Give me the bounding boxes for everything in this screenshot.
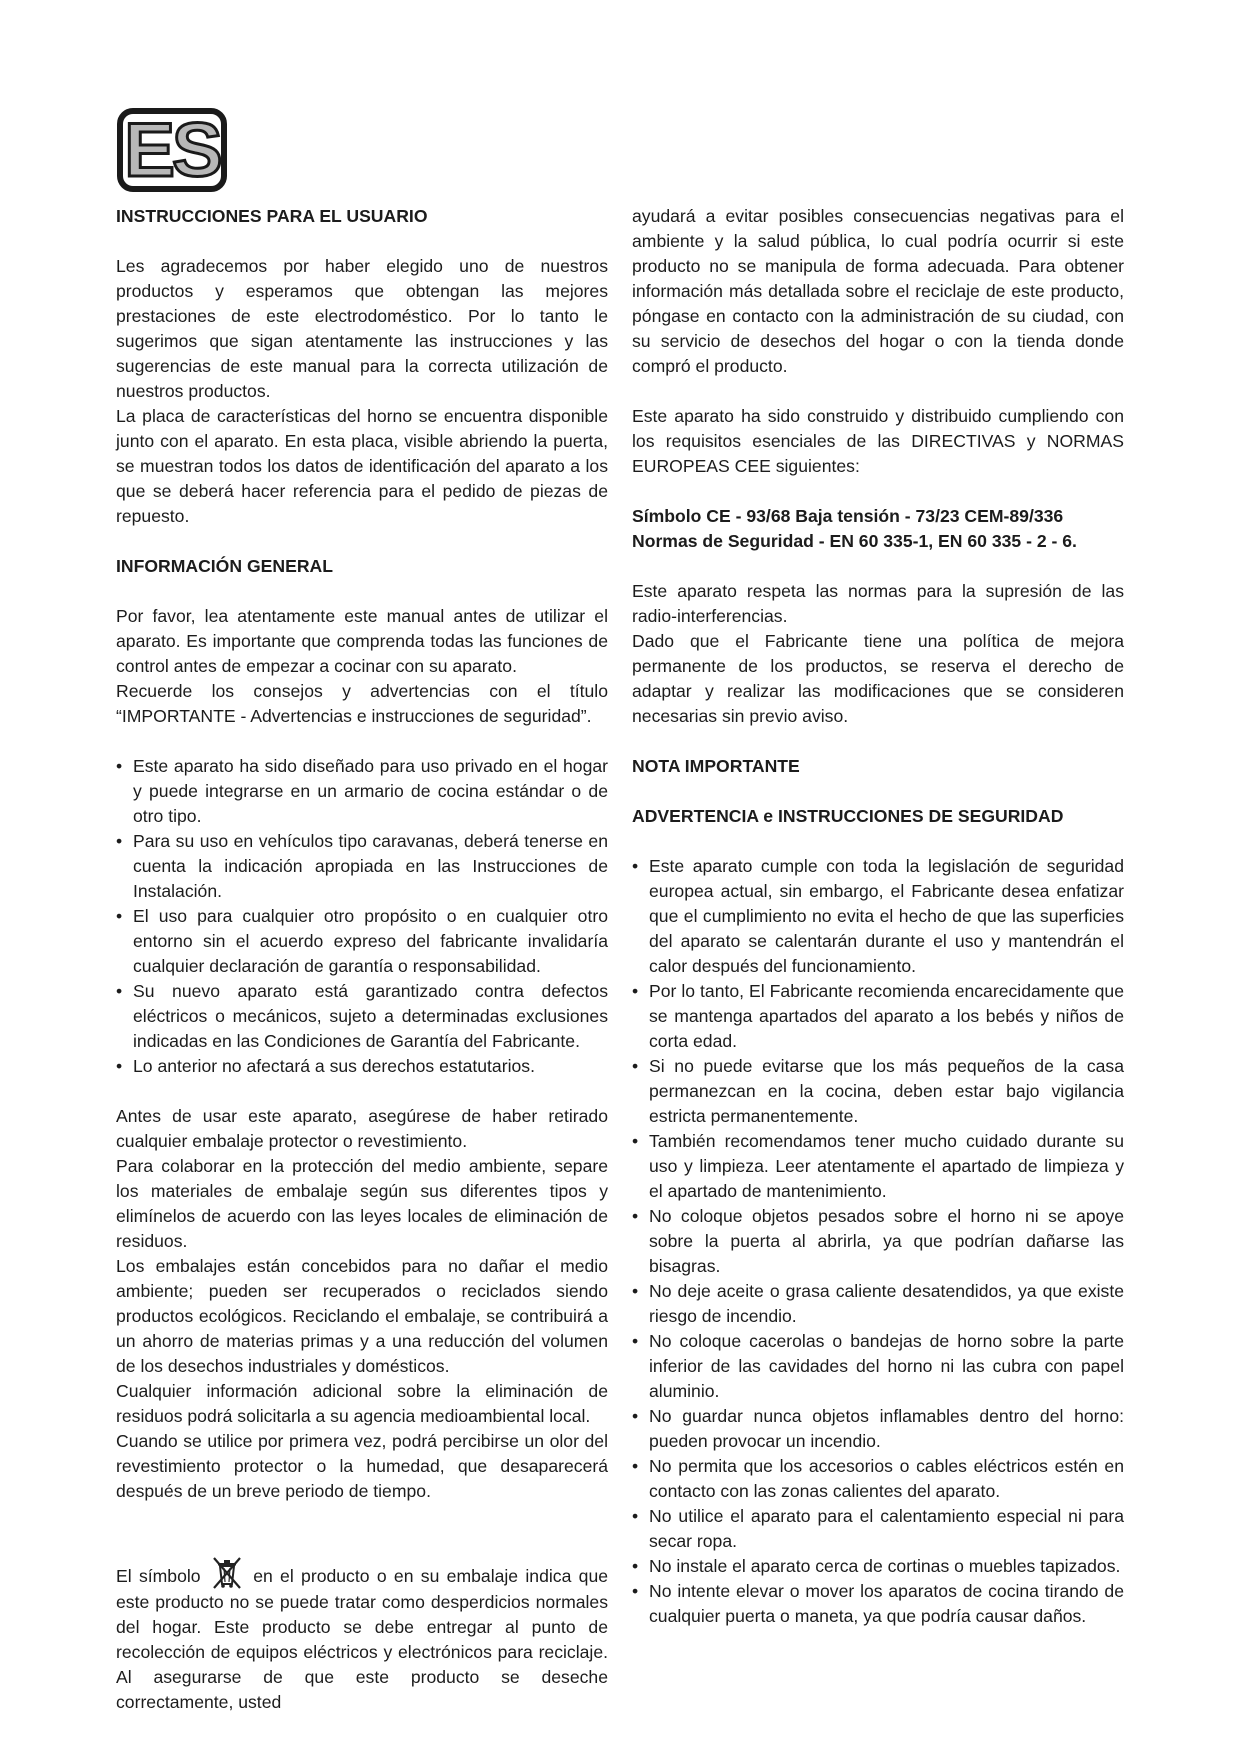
list-item: • Si no puede evitarse que los más pequeños de la casa permanezcan en la cocina, deben estar bajo vigilancia estricta permanentemente. xyxy=(632,1054,1124,1129)
user-instructions-title: INSTRUCCIONES PARA EL USUARIO xyxy=(116,206,428,226)
intro-paragraph: Les agradecemos por haber elegido uno de nuestros productos y esperamos que obtengan las mejores prestaciones de este electrodoméstico. Por lo tanto le sugerimos que sigan atentamente las instrucciones y las sugerencias de este manual para la correcta utilización de nuestros productos. xyxy=(116,256,608,401)
safety-bullet-list xyxy=(632,854,1124,1629)
packaging-paragraph: Cualquier información adicional sobre la eliminación de residuos podrá solicitarla a su agencia medioambiental local. xyxy=(116,1381,608,1426)
language-badge xyxy=(117,108,227,192)
general-info-reminder: Recuerde los consejos y advertencias con el título “IMPORTANTE - Advertencias e instrucciones de seguridad”. xyxy=(116,681,608,726)
packaging-paragraph: Para colaborar en la protección del medio ambiente, separe los materiales de embalaje según sus diferentes tipos y elimínelos de acuerdo con las leyes locales de eliminación de residuos. xyxy=(116,1156,608,1251)
general-bullet-list xyxy=(116,754,608,1079)
list-item: • No instale el aparato cerca de cortinas o muebles tapizados. xyxy=(632,1554,1124,1579)
recycling-paragraph: ayudará a evitar posibles consecuencias negativas para el ambiente y la salud pública, lo cual podría ocurrir si este producto no se manipula de forma adecuada. Para obtener información más detallada sobre el reciclaje de este producto, póngase en contacto con la administración de su ciudad, con su servicio de desechos del hogar o con la tienda donde compró el producto. xyxy=(632,206,1124,376)
left-column xyxy=(116,204,608,1715)
ce-directive-line: Símbolo CE - 93/68 Baja tensión - 73/23 CEM-89/336 xyxy=(632,506,1064,526)
list-item: • No permita que los accesorios o cables eléctricos estén en contacto con las zonas calientes del aparato. xyxy=(632,1454,1124,1504)
right-column xyxy=(632,204,1124,1629)
general-info-title: INFORMACIÓN GENERAL xyxy=(116,556,333,576)
important-note-title: NOTA IMPORTANTE xyxy=(632,756,800,776)
list-item: • No intente elevar o mover los aparatos de cocina tirando de cualquier puerta o maneta, ya que podría causar daños. xyxy=(632,1579,1124,1629)
general-info-paragraph: Por favor, lea atentamente este manual antes de utilizar el aparato. Es importante que comprenda todas las funciones de control antes de empezar a cocinar con su aparato. xyxy=(116,606,608,676)
list-item: • Por lo tanto, El Fabricante recomienda encarecidamente que se mantenga apartados del aparato a los bebés y niños de corta edad. xyxy=(632,979,1124,1054)
list-item: • No coloque cacerolas o bandejas de horno sobre la parte inferior de las cavidades del horno ni las cubra con papel aluminio. xyxy=(632,1329,1124,1404)
list-item: • No coloque objetos pesados sobre el horno ni se apoye sobre la puerta al abrirla, ya que podrían dañarse las bisagras. xyxy=(632,1204,1124,1279)
language-code: ES xyxy=(124,108,220,193)
list-item: • No guardar nunca objetos inflamables dentro del horno: pueden provocar un incendio. xyxy=(632,1404,1124,1454)
crossed-bin-icon xyxy=(210,1554,244,1590)
list-item: • El uso para cualquier otro propósito o en cualquier otro entorno sin el acuerdo expreso del fabricante invalidaría cualquier declaración de garantía o responsabilidad. xyxy=(116,904,608,979)
weee-paragraph xyxy=(116,1554,608,1715)
list-item: • No deje aceite o grasa caliente desatendidos, ya que existe riesgo de incendio. xyxy=(632,1279,1124,1329)
list-item: • Su nuevo aparato está garantizado contra defectos eléctricos o mecánicos, sujeto a determinadas exclusiones indicadas en las Condiciones de Garantía del Fabricante. xyxy=(116,979,608,1054)
safety-norms-line: Normas de Seguridad - EN 60 335-1, EN 60 335 - 2 - 6. xyxy=(632,531,1077,551)
packaging-paragraph: Los embalajes están concebidos para no dañar el medio ambiente; pueden ser recuperados o reciclados siendo productos ecológicos. Reciclando el embalaje, se contribuirá a un ahorro de materias primas y a una reducción del volumen de los desechos industriales y domésticos. xyxy=(116,1256,608,1376)
packaging-paragraph: Cuando se utilice por primera vez, podrá percibirse un olor del revestimiento protector o la humedad, que desaparecerá después de un breve periodo de tiempo. xyxy=(116,1431,608,1501)
list-item: • También recomendamos tener mucho cuidado durante su uso y limpieza. Leer atentamente el apartado de limpieza y el apartado de mantenimiento. xyxy=(632,1129,1124,1204)
improvement-policy-paragraph: Dado que el Fabricante tiene una política de mejora permanente de los productos, se reserva el derecho de adaptar y realizar las modificaciones que se consideren necesarias sin previo aviso. xyxy=(632,631,1124,726)
safety-instructions-title: ADVERTENCIA e INSTRUCCIONES DE SEGURIDAD xyxy=(632,806,1064,826)
directives-paragraph: Este aparato ha sido construido y distribuido cumpliendo con los requisitos esenciales de las DIRECTIVAS y NORMAS EUROPEAS CEE siguientes: xyxy=(632,406,1124,476)
list-item: • Lo anterior no afectará a sus derechos estatutarios. xyxy=(116,1054,608,1079)
weee-text-after: en el producto o en su embalaje indica que este producto no se puede tratar como desperdicios normales del hogar. Este producto se debe entregar al punto de recolección de equipos eléctricos y electrónicos para reciclaje. Al asegurarse de que este producto se deseche correctamente, usted xyxy=(116,1566,609,1712)
list-item: • No utilice el aparato para el calentamiento especial ni para secar ropa. xyxy=(632,1504,1124,1554)
list-item: • Este aparato cumple con toda la legislación de seguridad europea actual, sin embargo, el Fabricante desea enfatizar que el cumplimiento no evita el hecho de que las superficies del aparato se calentarán durante el uso y mantendrán el calor después del funcionamiento. xyxy=(632,854,1124,979)
list-item: • Para su uso en vehículos tipo caravanas, deberá tenerse en cuenta la indicación apropiada en las Instrucciones de Instalación. xyxy=(116,829,608,904)
interference-paragraph: Este aparato respeta las normas para la supresión de las radio-interferencias. xyxy=(632,581,1124,626)
weee-text-before: El símbolo xyxy=(116,1566,201,1586)
rating-plate-paragraph: La placa de características del horno se encuentra disponible junto con el aparato. En esta placa, visible abriendo la puerta, se muestran todos los datos de identificación del aparato a los que se deberá hacer referencia para el pedido de piezas de repuesto. xyxy=(116,406,608,526)
list-item: • Este aparato ha sido diseñado para uso privado en el hogar y puede integrarse en un armario de cocina estándar o de otro tipo. xyxy=(116,754,608,829)
packaging-paragraph: Antes de usar este aparato, asegúrese de haber retirado cualquier embalaje protector o revestimiento. xyxy=(116,1106,608,1151)
